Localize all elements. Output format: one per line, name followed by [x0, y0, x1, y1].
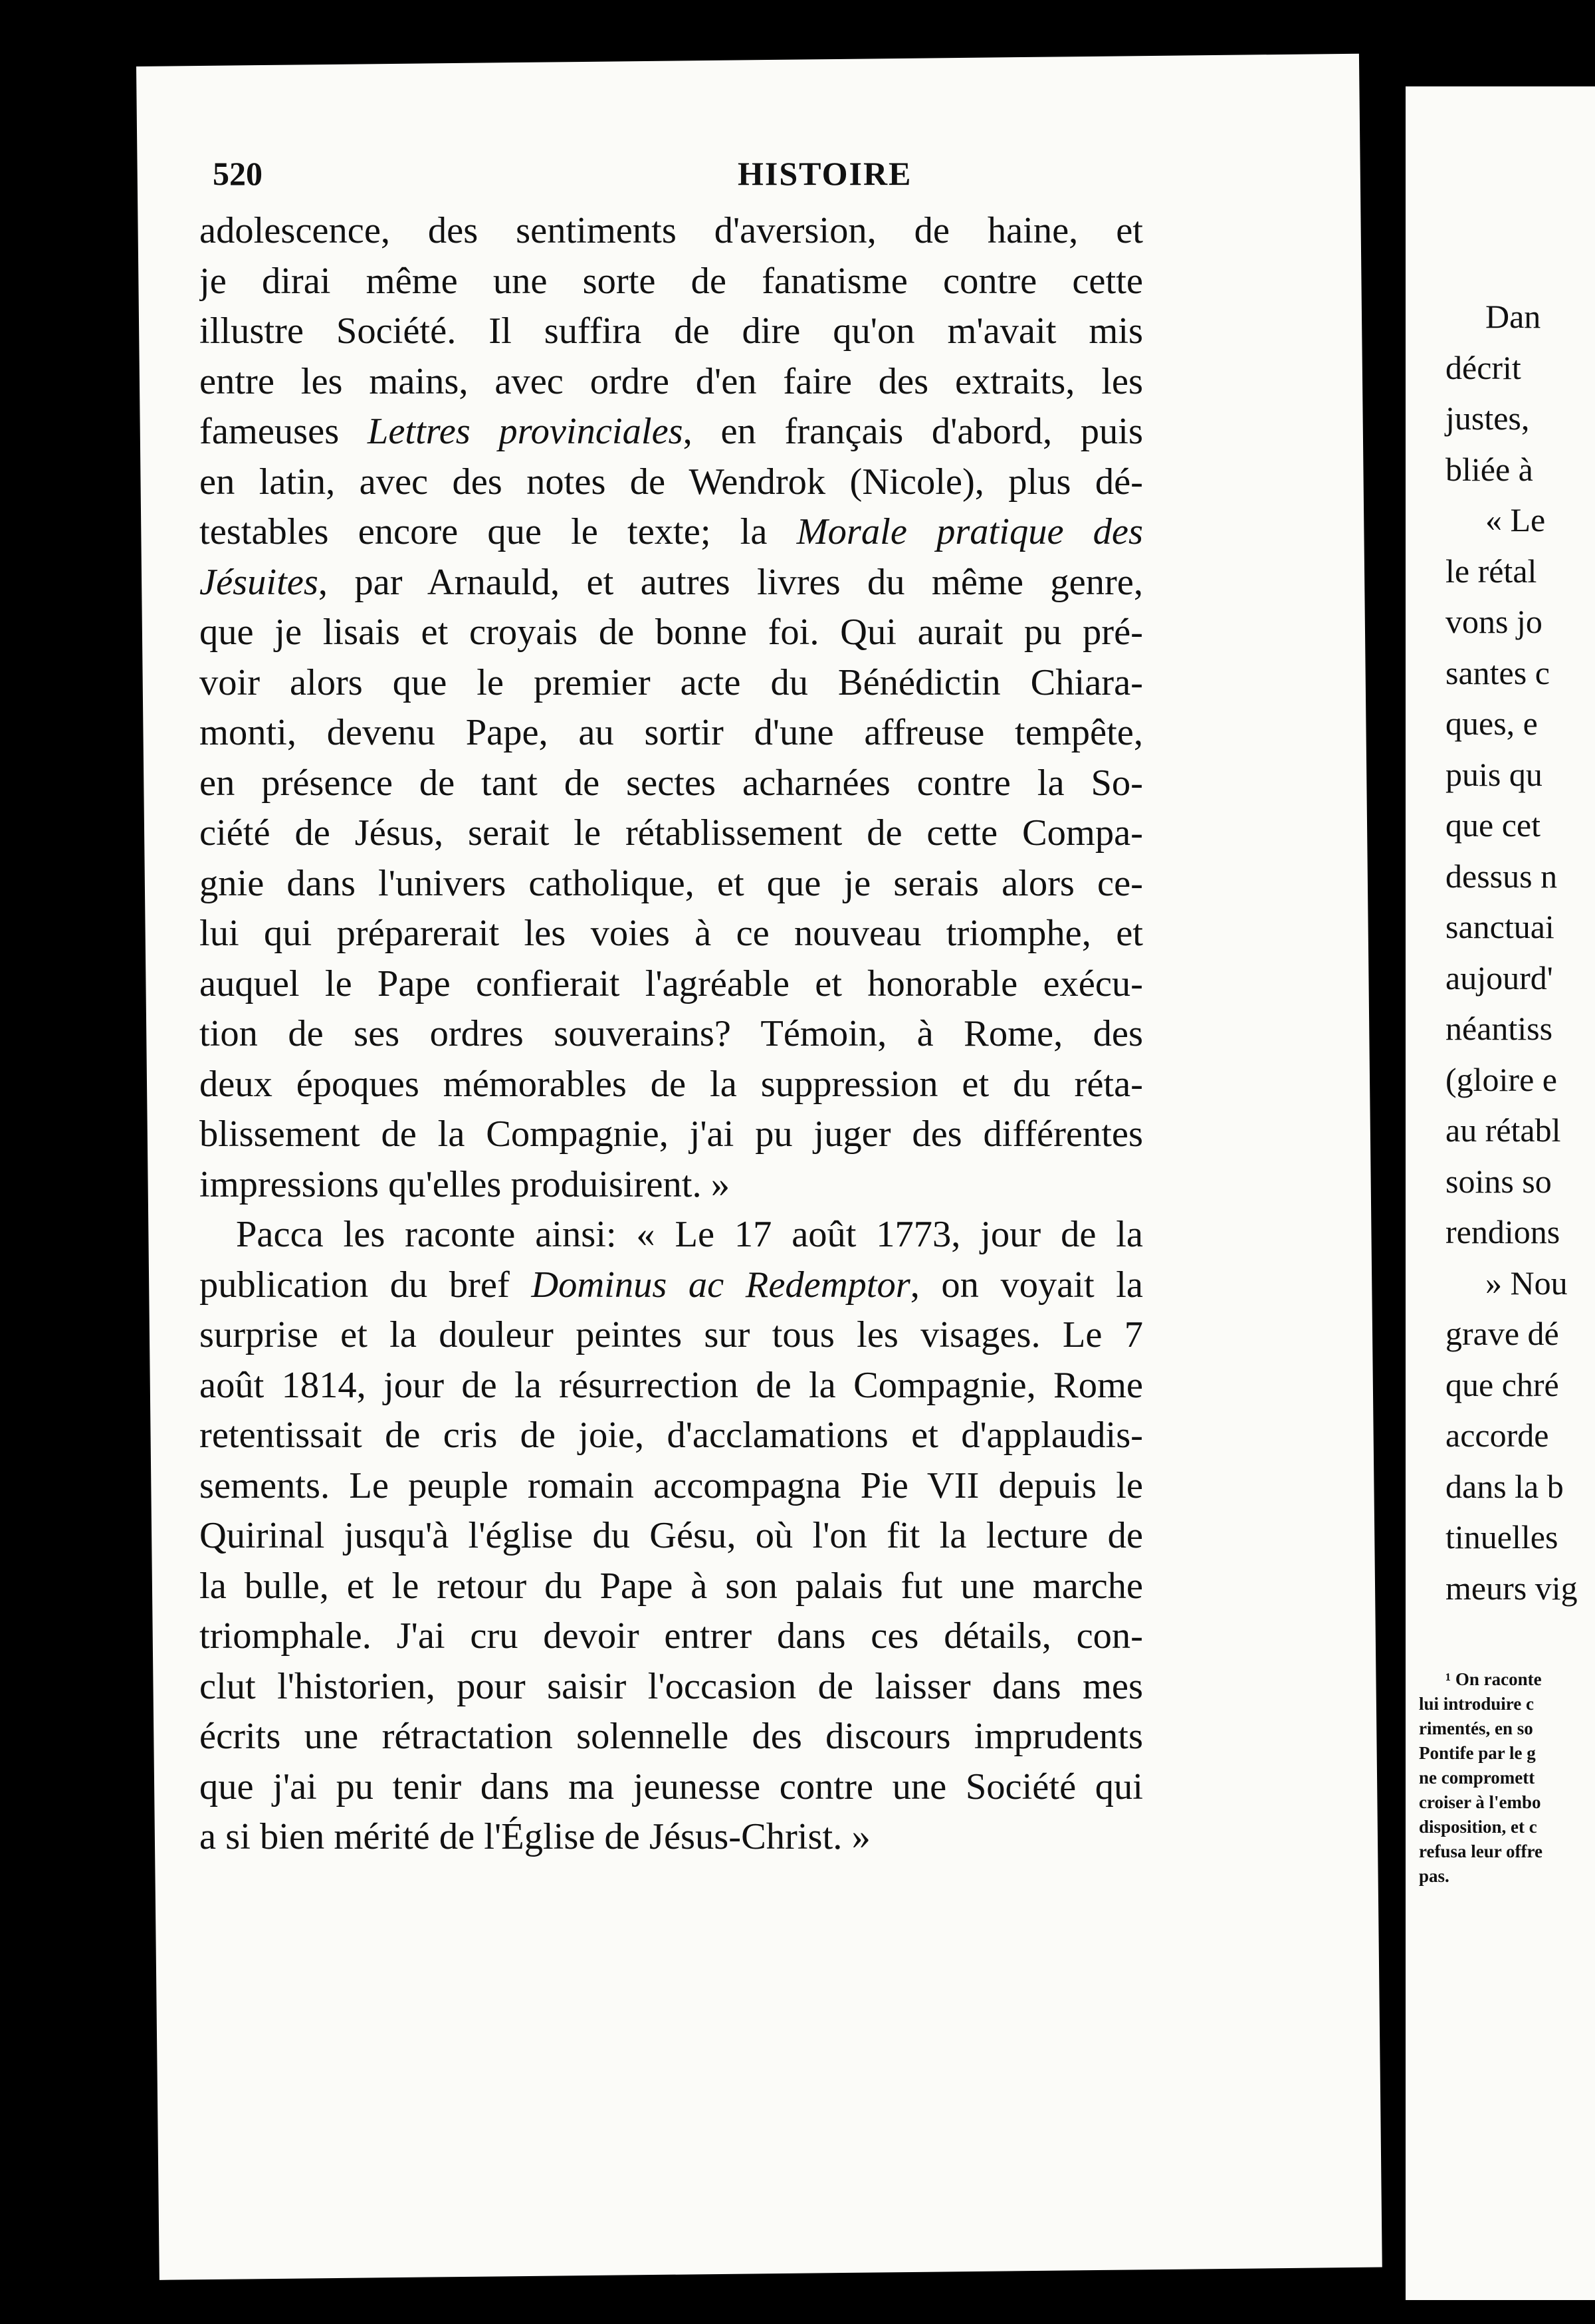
right-column-line: dessus n — [1445, 857, 1558, 895]
right-column-line: puis qu — [1445, 755, 1542, 793]
body-line: fameuses Lettres provinciales, en français d'abord, puis — [199, 411, 1143, 452]
right-column-line: soins so — [1445, 1162, 1552, 1200]
body-line: en latin, avec des notes de Wendrok (Nicole), plus dé- — [199, 461, 1143, 503]
body-line: que j'ai pu tenir dans ma jeunesse contre une Société qui — [199, 1766, 1143, 1807]
right-column-line: Dan — [1485, 298, 1541, 335]
body-line: je dirai même une sorte de fanatisme contre cette — [199, 260, 1143, 302]
right-footnote-line: ne compromett — [1419, 1768, 1535, 1788]
right-footnote-line: Pontife par le g — [1419, 1743, 1536, 1763]
body-line: testables encore que le texte; la Morale pratique des — [199, 511, 1143, 552]
right-column-line: au rétabl — [1445, 1111, 1561, 1149]
right-column-line: décrit — [1445, 348, 1521, 386]
body-line: ciété de Jésus, serait le rétablissement de cette Compa- — [199, 812, 1143, 854]
right-page-column-text — [1445, 291, 1595, 1613]
right-footnote-line: pas. — [1419, 1866, 1449, 1886]
right-column-line: justes, — [1445, 400, 1530, 437]
body-line: août 1814, jour de la résurrection de la Compagnie, Rome — [199, 1364, 1143, 1406]
right-column-line: vons jo — [1445, 603, 1542, 640]
body-line: lui qui préparerait les voies à ce nouveau triomphe, et — [199, 913, 1143, 954]
right-footnote-line: refusa leur offre — [1419, 1841, 1542, 1861]
running-title: HISTOIRE — [738, 155, 912, 192]
right-column-line: (gloire e — [1445, 1060, 1557, 1098]
right-column-line: dans la b — [1445, 1467, 1564, 1505]
body-line: en présence de tant de sectes acharnées contre la So- — [199, 762, 1143, 804]
right-column-line: accorde — [1445, 1417, 1549, 1454]
body-line: écrits une rétractation solennelle des discours imprudents — [199, 1716, 1143, 1757]
body-line: que je lisais et croyais de bonne foi. Qui aurait pu pré- — [199, 612, 1143, 653]
body-line: adolescence, des sentiments d'aversion, de haine, et — [199, 210, 1143, 251]
right-footnote-line: ¹ On raconte — [1445, 1669, 1542, 1689]
body-line: tion de ses ordres souverains? Témoin, à Rome, des — [199, 1013, 1143, 1054]
right-column-line: ques, e — [1445, 705, 1538, 742]
right-column-line: le rétal — [1445, 552, 1537, 590]
right-footnote-line: lui introduire c — [1419, 1694, 1535, 1714]
body-line: a si bien mérité de l'Église de Jésus-Christ. » — [199, 1816, 871, 1857]
body-line: blissement de la Compagnie, j'ai pu juger des différentes — [199, 1113, 1143, 1155]
body-line: deux époques mémorables de la suppression et du réta- — [199, 1063, 1143, 1105]
right-column-line: » Nou — [1485, 1264, 1568, 1302]
right-column-line: que chré — [1445, 1365, 1559, 1403]
right-column-line: meurs vig — [1445, 1569, 1578, 1607]
right-column-line: que cet — [1445, 806, 1541, 844]
right-column-line: santes c — [1445, 653, 1550, 691]
body-line: Jésuites, par Arnauld, et autres livres du même genre, — [199, 561, 1143, 603]
right-column-line: sanctuai — [1445, 908, 1554, 945]
body-line: la bulle, et le retour du Pape à son palais fut une marche — [199, 1565, 1143, 1607]
right-column-line: bliée à — [1445, 450, 1533, 488]
right-column-line: « Le — [1485, 501, 1546, 538]
right-footnote-line: rimentés, en so — [1419, 1718, 1533, 1738]
right-column-line: rendions — [1445, 1213, 1560, 1250]
body-line: surprise et la douleur peintes sur tous les visages. Le 7 — [199, 1314, 1143, 1355]
body-line: gnie dans l'univers catholique, et que je serais alors ce- — [199, 862, 1143, 904]
body-line: clut l'historien, pour saisir l'occasion de laisser dans mes — [199, 1665, 1143, 1707]
body-line: retentissait de cris de joie, d'acclamations et d'applaudis- — [199, 1415, 1143, 1456]
right-footnote-line: croiser à l'embo — [1419, 1792, 1541, 1812]
body-line: Pacca les raconte ainsi: « Le 17 août 1773, jour de la — [236, 1214, 1143, 1255]
right-footnote-line: disposition, et c — [1419, 1817, 1537, 1837]
body-line: impressions qu'elles produisirent. » — [199, 1163, 730, 1205]
body-line: Quirinal jusqu'à l'église du Gésu, où l'on fit la lecture de — [199, 1515, 1143, 1556]
body-line: illustre Société. Il suffira de dire qu'on m'avait mis — [199, 310, 1143, 352]
body-text — [199, 206, 1143, 1863]
right-column-line: grave dé — [1445, 1315, 1559, 1352]
page-number: 520 — [213, 155, 263, 192]
right-column-line: néantiss — [1445, 1010, 1553, 1047]
body-line: sements. Le peuple romain accompagna Pie VII depuis le — [199, 1464, 1143, 1506]
right-column-line: aujourd' — [1445, 959, 1553, 996]
body-line: publication du bref Dominus ac Redemptor, on voyait la — [199, 1264, 1143, 1306]
body-line: voir alors que le premier acte du Bénédictin Chiara- — [199, 661, 1143, 703]
body-line: triomphale. J'ai cru devoir entrer dans ces détails, con- — [199, 1615, 1143, 1657]
body-line: monti, devenu Pape, au sortir d'une affreuse tempête, — [199, 712, 1143, 753]
right-page-footnote — [1419, 1667, 1595, 1889]
body-line: entre les mains, avec ordre d'en faire des extraits, les — [199, 360, 1143, 402]
body-line: auquel le Pape confierait l'agréable et honorable exécu- — [199, 963, 1143, 1004]
right-column-line: tinuelles — [1445, 1518, 1558, 1556]
